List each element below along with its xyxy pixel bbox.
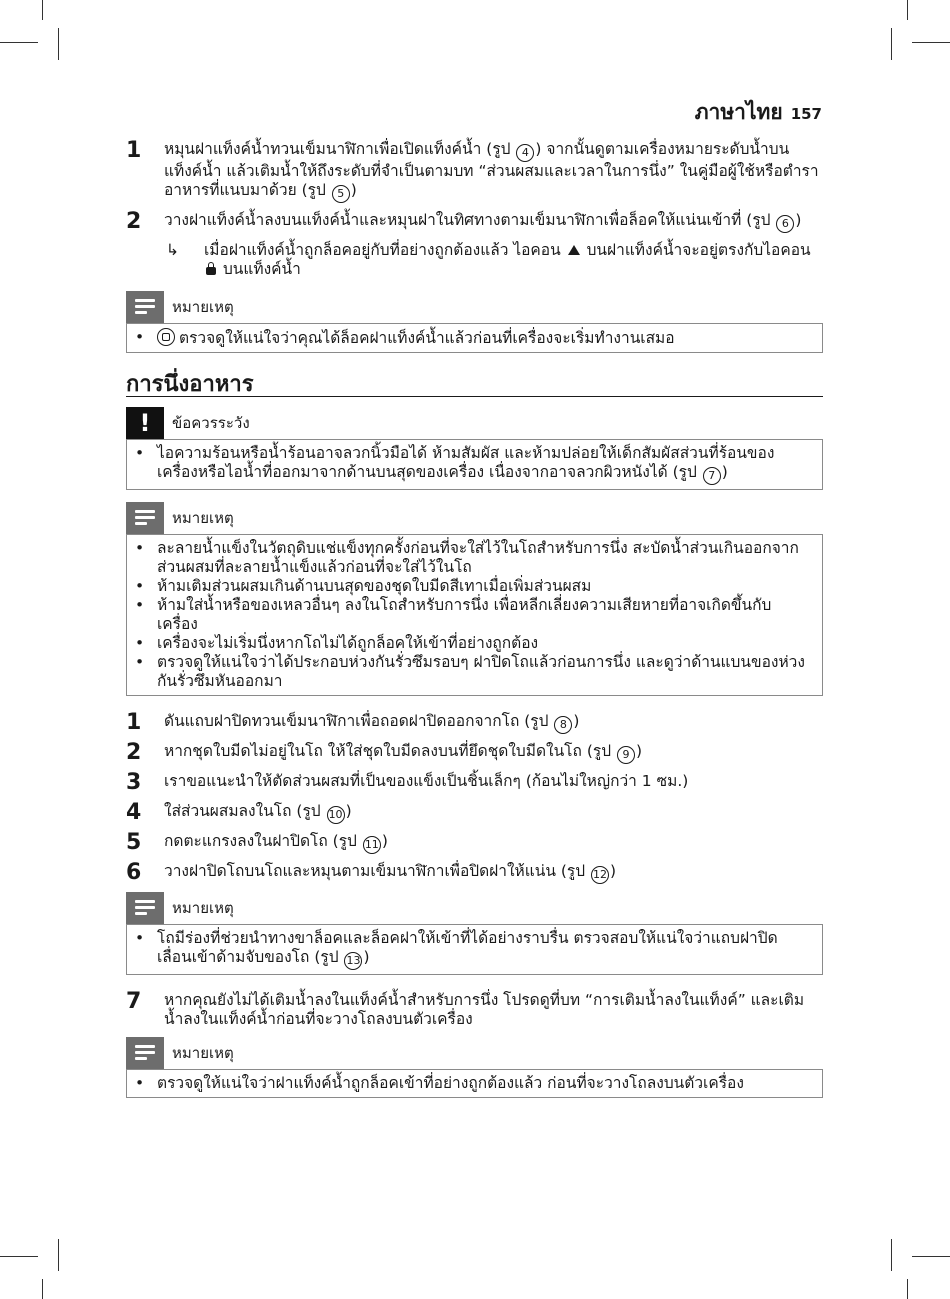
result-text-c: บนแท็งค์น้ำ — [222, 260, 301, 278]
step-number: 2 — [126, 740, 142, 765]
caution-header — [126, 407, 823, 439]
step-number: 3 — [126, 770, 142, 795]
warning-icon: ! — [126, 407, 164, 439]
step-item — [126, 862, 823, 884]
note-icon — [126, 502, 164, 534]
note-header — [126, 291, 823, 323]
list-item: • ตรวจดูให้แน่ใจว่าคุณได้ล็อคฝาแท็งค์น้ำแล้วก่อนที่เครื่องจะเริ่มทำงานเสมอ — [135, 328, 812, 348]
step-text: เราขอแนะนำให้ตัดส่วนผสมที่เป็นของแข็งเป็นชิ้นเล็กๆ (ก้อนไม่ใหญ่กว่า 1 ซม.) — [164, 772, 689, 790]
step-text: วางฝาปิดโถบนโถและหมุนตามเข็มนาฬิกาเพื่อปิดฝาให้แน่น (รูป 12 ) — [164, 862, 823, 884]
crop-mark — [42, 1279, 43, 1299]
note-icon — [126, 1037, 164, 1069]
step-number: 2 — [126, 209, 142, 234]
appliance-icon — [157, 328, 175, 346]
result-text-a: เมื่อฝาแท็งค์น้ำถูกล็อคอยู่กับที่อย่างถูกต้องแล้ว ไอคอน — [204, 241, 561, 259]
figure-ref: 13 — [344, 952, 362, 970]
steps-list-b — [126, 712, 823, 884]
list-item: • โถมีร่องที่ช่วยนำทางขาล็อคและล็อคฝาให้เข้าที่ได้อย่างราบรื่น ตรวจสอบให้แน่ใจว่าแถบฝาปิดเลื่อนเข้าด้ามจับของโถ (รูป 13 ) — [135, 929, 812, 970]
figure-ref: 8 — [554, 716, 572, 734]
step-item — [126, 802, 823, 824]
note-header — [126, 1037, 823, 1069]
language-title: ภาษาไทย — [694, 100, 783, 124]
result-arrow-icon: ↳ — [166, 241, 179, 259]
note-label: หมายเหตุ — [172, 898, 234, 917]
figure-ref: 6 — [776, 215, 794, 233]
note-icon — [126, 291, 164, 323]
step-item — [126, 991, 823, 1029]
step-number: 1 — [126, 710, 142, 735]
step-item — [126, 712, 823, 734]
list-item: • ห้ามเติมส่วนผสมเกินด้านบนสุดของชุดใบมีดสีเทาเมื่อเพิ่มส่วนผสม — [135, 577, 812, 596]
crop-mark — [907, 1279, 908, 1299]
crop-mark — [0, 42, 38, 43]
list-item: • ละลายน้ำแข็งในวัตถุดิบแช่แข็งทุกครั้งก่อนที่จะใส่ไว้ในโถสำหรับการนึ่ง สะบัดน้ำส่วนเกินออกจากส่วนผสมที่ละลายน้ำแข็งแล้วก่อนที่จะใส่ไว้ในโถ — [135, 539, 812, 577]
note-header — [126, 892, 823, 924]
figure-ref: 9 — [617, 746, 635, 764]
note-box — [126, 1069, 823, 1098]
crop-mark — [0, 1256, 38, 1257]
figure-ref: 10 — [327, 806, 345, 824]
step-text: หากชุดใบมีดไม่อยู่ในโถ ให้ใส่ชุดใบมีดลงบนที่ยึดชุดใบมีดในโถ (รูป 9 ) — [164, 742, 823, 764]
steps-list-a — [126, 140, 823, 233]
result-line — [166, 241, 823, 279]
note-label: หมายเหตุ — [172, 508, 234, 527]
result-text-b: บนฝาแท็งค์น้ำจะอยู่ตรงกับไอคอน — [586, 241, 811, 259]
note-box — [126, 323, 823, 353]
step-text: ดันแถบฝาปิดทวนเข็มนาฬิกาเพื่อถอดฝาปิดออกจากโถ (รูป 8 ) — [164, 712, 823, 734]
list-item: • ตรวจดูให้แน่ใจว่าฝาแท็งค์น้ำถูกล็อคเข้าที่อย่างถูกต้องแล้ว ก่อนที่จะวางโถลงบนตัวเครื่อง — [135, 1074, 812, 1093]
list-item: • ไอความร้อนหรือน้ำร้อนอาจลวกนิ้วมือได้ ห้ามสัมผัส และห้ามปล่อยให้เด็กสัมผัสส่วนที่ร้อนของเครื่องหรือไอน้ำที่ออกมาจากด้านบนสุดของเครื่อง เนื่องจากอาจลวกผิวหนังได้ (รูป 7 ) — [135, 444, 812, 485]
step-text: หมุนฝาแท็งค์น้ำทวนเข็มนาฬิกาเพื่อเปิดแท็งค์น้ำ (รูป 4 ) จากนั้นดูตามเครื่องหมายระดับน้ำบนแท็งค์น้ำ แล้วเติมน้ำให้ถึงระดับที่จำเป็นตามบท “ส่วนผสมและเวลาในการนึ่ง” ในคู่มือผู้ใช้หรือตำราอาหารที่แนบมาด้วย (รูป 5 ) — [164, 140, 823, 203]
crop-mark — [912, 1256, 950, 1257]
triangle-icon — [568, 245, 580, 255]
section-title: การนึ่งอาหาร — [126, 375, 823, 397]
step-item — [126, 140, 823, 203]
crop-mark — [58, 1239, 59, 1271]
list-item: • เครื่องจะไม่เริ่มนึ่งหากโถไม่ได้ถูกล็อคให้เข้าที่อย่างถูกต้อง — [135, 634, 812, 653]
note-label: หมายเหตุ — [172, 297, 234, 316]
note-box — [126, 534, 823, 696]
note-label: หมายเหตุ — [172, 1043, 234, 1062]
step-text: หากคุณยังไม่ได้เติมน้ำลงในแท็งค์น้ำสำหรับการนึ่ง โปรดดูที่บท “การเติมน้ำลงในแท็งค์” และเติมน้ำลงในแท็งค์น้ำก่อนที่จะวางโถลงบนตัวเครื่อง — [164, 991, 805, 1028]
note-icon — [126, 892, 164, 924]
crop-mark — [891, 28, 892, 60]
crop-mark — [907, 0, 908, 20]
note-header — [126, 502, 823, 534]
figure-ref: 5 — [332, 185, 350, 203]
figure-ref: 12 — [591, 866, 609, 884]
caution-box — [126, 439, 823, 490]
page-number: 157 — [790, 105, 822, 123]
note-box — [126, 924, 823, 975]
step-item — [126, 832, 823, 854]
crop-mark — [58, 28, 59, 60]
step-text: ใส่ส่วนผสมลงในโถ (รูป 10 ) — [164, 802, 823, 824]
step-item — [126, 211, 823, 233]
crop-mark — [891, 1239, 892, 1271]
lock-icon — [206, 267, 216, 275]
step-item — [126, 742, 823, 764]
figure-ref: 7 — [703, 467, 721, 485]
step-number: 1 — [126, 138, 142, 163]
step-number: 5 — [126, 830, 142, 855]
step-number: 6 — [126, 860, 142, 885]
crop-mark — [42, 0, 43, 20]
figure-ref: 11 — [363, 836, 381, 854]
step-text: วางฝาแท็งค์น้ำลงบนแท็งค์น้ำและหมุนฝาในทิศทางตามเข็มนาฬิกาเพื่อล็อคให้แน่นเข้าที่ (รูป 6 ) — [164, 211, 823, 233]
step-item — [126, 772, 823, 794]
step-number: 7 — [126, 989, 142, 1014]
list-item: • ห้ามใส่น้ำหรือของเหลวอื่นๆ ลงในโถสำหรับการนึ่ง เพื่อหลีกเลี่ยงความเสียหายที่อาจเกิดขึ้นกับเครื่อง — [135, 596, 812, 634]
caution-label: ข้อควรระวัง — [172, 413, 250, 432]
step-number: 4 — [126, 800, 142, 825]
list-item: • ตรวจดูให้แน่ใจว่าได้ประกอบห่วงกันรั่วซึมรอบๆ ฝาปิดโถแล้วก่อนการนึ่ง และดูว่าด้านแบนของห่วงกันรั่วซึมหันออกมา — [135, 653, 812, 691]
figure-ref: 4 — [516, 144, 534, 162]
step-text: กดตะแกรงลงในฝาปิดโถ (รูป 11 ) — [164, 832, 823, 854]
crop-mark — [912, 42, 950, 43]
page-content — [126, 140, 823, 1098]
page-header — [695, 96, 822, 129]
